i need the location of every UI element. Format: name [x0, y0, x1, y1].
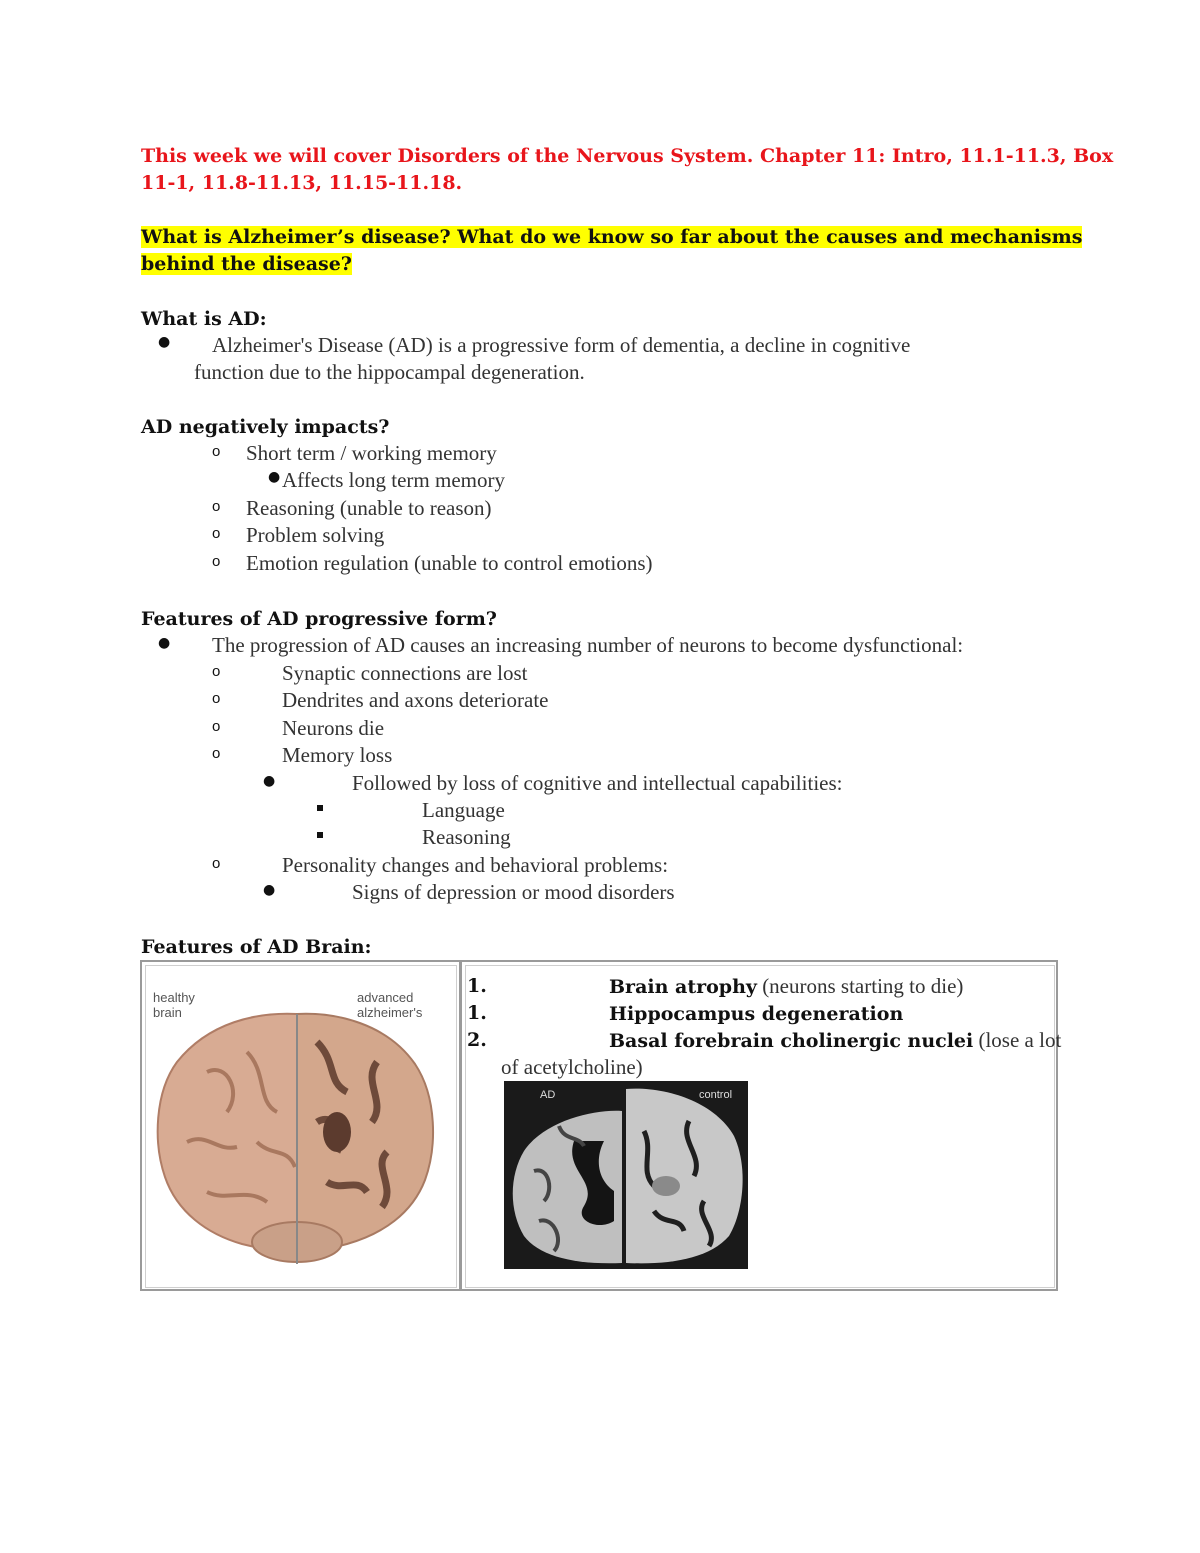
- circle-bullet-icon: o: [212, 663, 221, 680]
- list-item-hippocampus: Hippocampus degeneration: [609, 1003, 904, 1025]
- square-bullet-icon: [317, 805, 323, 811]
- impacts-item: Emotion regulation (unable to control emotions): [246, 551, 653, 575]
- question-line-1: What is Alzheimer’s disease? What do we know so far about the causes and mechanisms: [141, 226, 1083, 248]
- progressive-item: Personality changes and behavioral problems:: [282, 853, 669, 877]
- circle-bullet-icon: o: [212, 855, 221, 872]
- square-bullet-icon: [317, 832, 323, 838]
- what-is-ad-heading: What is AD:: [141, 308, 267, 330]
- circle-bullet-icon: o: [212, 525, 221, 542]
- brain-heading: Features of AD Brain:: [141, 936, 372, 958]
- brain-features-table: [140, 960, 1062, 1291]
- bullet-icon: ●: [263, 773, 276, 789]
- question-line-2: behind the disease?: [141, 253, 352, 275]
- impacts-item: Short term / working memory: [246, 441, 497, 465]
- progressive-item: Dendrites and axons deteriorate: [282, 688, 549, 712]
- bullet-icon: ●: [268, 469, 281, 485]
- control-label: control: [699, 1089, 733, 1101]
- progressive-lead: The progression of AD causes an increasing number of neurons to become dysfunctional:: [212, 633, 964, 657]
- bullet-icon: ●: [263, 882, 276, 898]
- list-number: 1.: [467, 975, 487, 997]
- list-item-basal-forebrain: Basal forebrain cholinergic nuclei (lose a lot: [609, 1028, 1062, 1052]
- progressive-item: Memory loss: [282, 743, 393, 767]
- circle-bullet-icon: o: [212, 690, 221, 707]
- impacts-item: Affects long term memory: [282, 468, 505, 492]
- progressive-item: Followed by loss of cognitive and intellectual capabilities:: [352, 771, 843, 795]
- impacts-item: Problem solving: [246, 523, 385, 547]
- list-number: 2.: [467, 1029, 487, 1051]
- impacts-heading: AD negatively impacts?: [141, 416, 390, 438]
- table-divider: [459, 962, 462, 1289]
- intro-line-2: 11-1, 11.8-11.13, 11.15-11.18.: [141, 172, 463, 194]
- circle-bullet-icon: o: [212, 745, 221, 762]
- circle-bullet-icon: o: [212, 718, 221, 735]
- brain-comparison-image: [147, 972, 447, 1272]
- circle-bullet-icon: o: [212, 498, 221, 515]
- healthy-brain-label: healthy brain: [153, 990, 195, 1020]
- intro-line-1: This week we will cover Disorders of the Nervous System. Chapter 11: Intro, 11.1-11.3, Box: [141, 145, 1114, 167]
- ad-label: AD: [540, 1089, 556, 1101]
- what-is-ad-line-1: Alzheimer's Disease (AD) is a progressive form of dementia, a decline in cognitive: [212, 333, 911, 357]
- circle-bullet-icon: o: [212, 553, 221, 570]
- progressive-item: Neurons die: [282, 716, 385, 740]
- progressive-item: Language: [422, 798, 505, 822]
- advanced-alzheimers-label: advanced alzheimer's: [357, 990, 423, 1020]
- list-item-brain-atrophy: Brain atrophy (neurons starting to die): [609, 974, 964, 998]
- what-is-ad-line-2: function due to the hippocampal degeneration.: [194, 360, 585, 384]
- progressive-item: Reasoning: [422, 825, 511, 849]
- circle-bullet-icon: o: [212, 443, 221, 460]
- bullet-icon: ●: [158, 635, 171, 651]
- progressive-heading: Features of AD progressive form?: [141, 608, 497, 630]
- progressive-item: Synaptic connections are lost: [282, 661, 528, 685]
- mri-scan-image: [504, 1081, 748, 1269]
- list-number: 1.: [467, 1002, 487, 1024]
- bullet-icon: ●: [158, 334, 171, 350]
- progressive-item: Signs of depression or mood disorders: [352, 880, 675, 904]
- impacts-item: Reasoning (unable to reason): [246, 496, 492, 520]
- list-item-continuation: of acetylcholine): [501, 1055, 643, 1079]
